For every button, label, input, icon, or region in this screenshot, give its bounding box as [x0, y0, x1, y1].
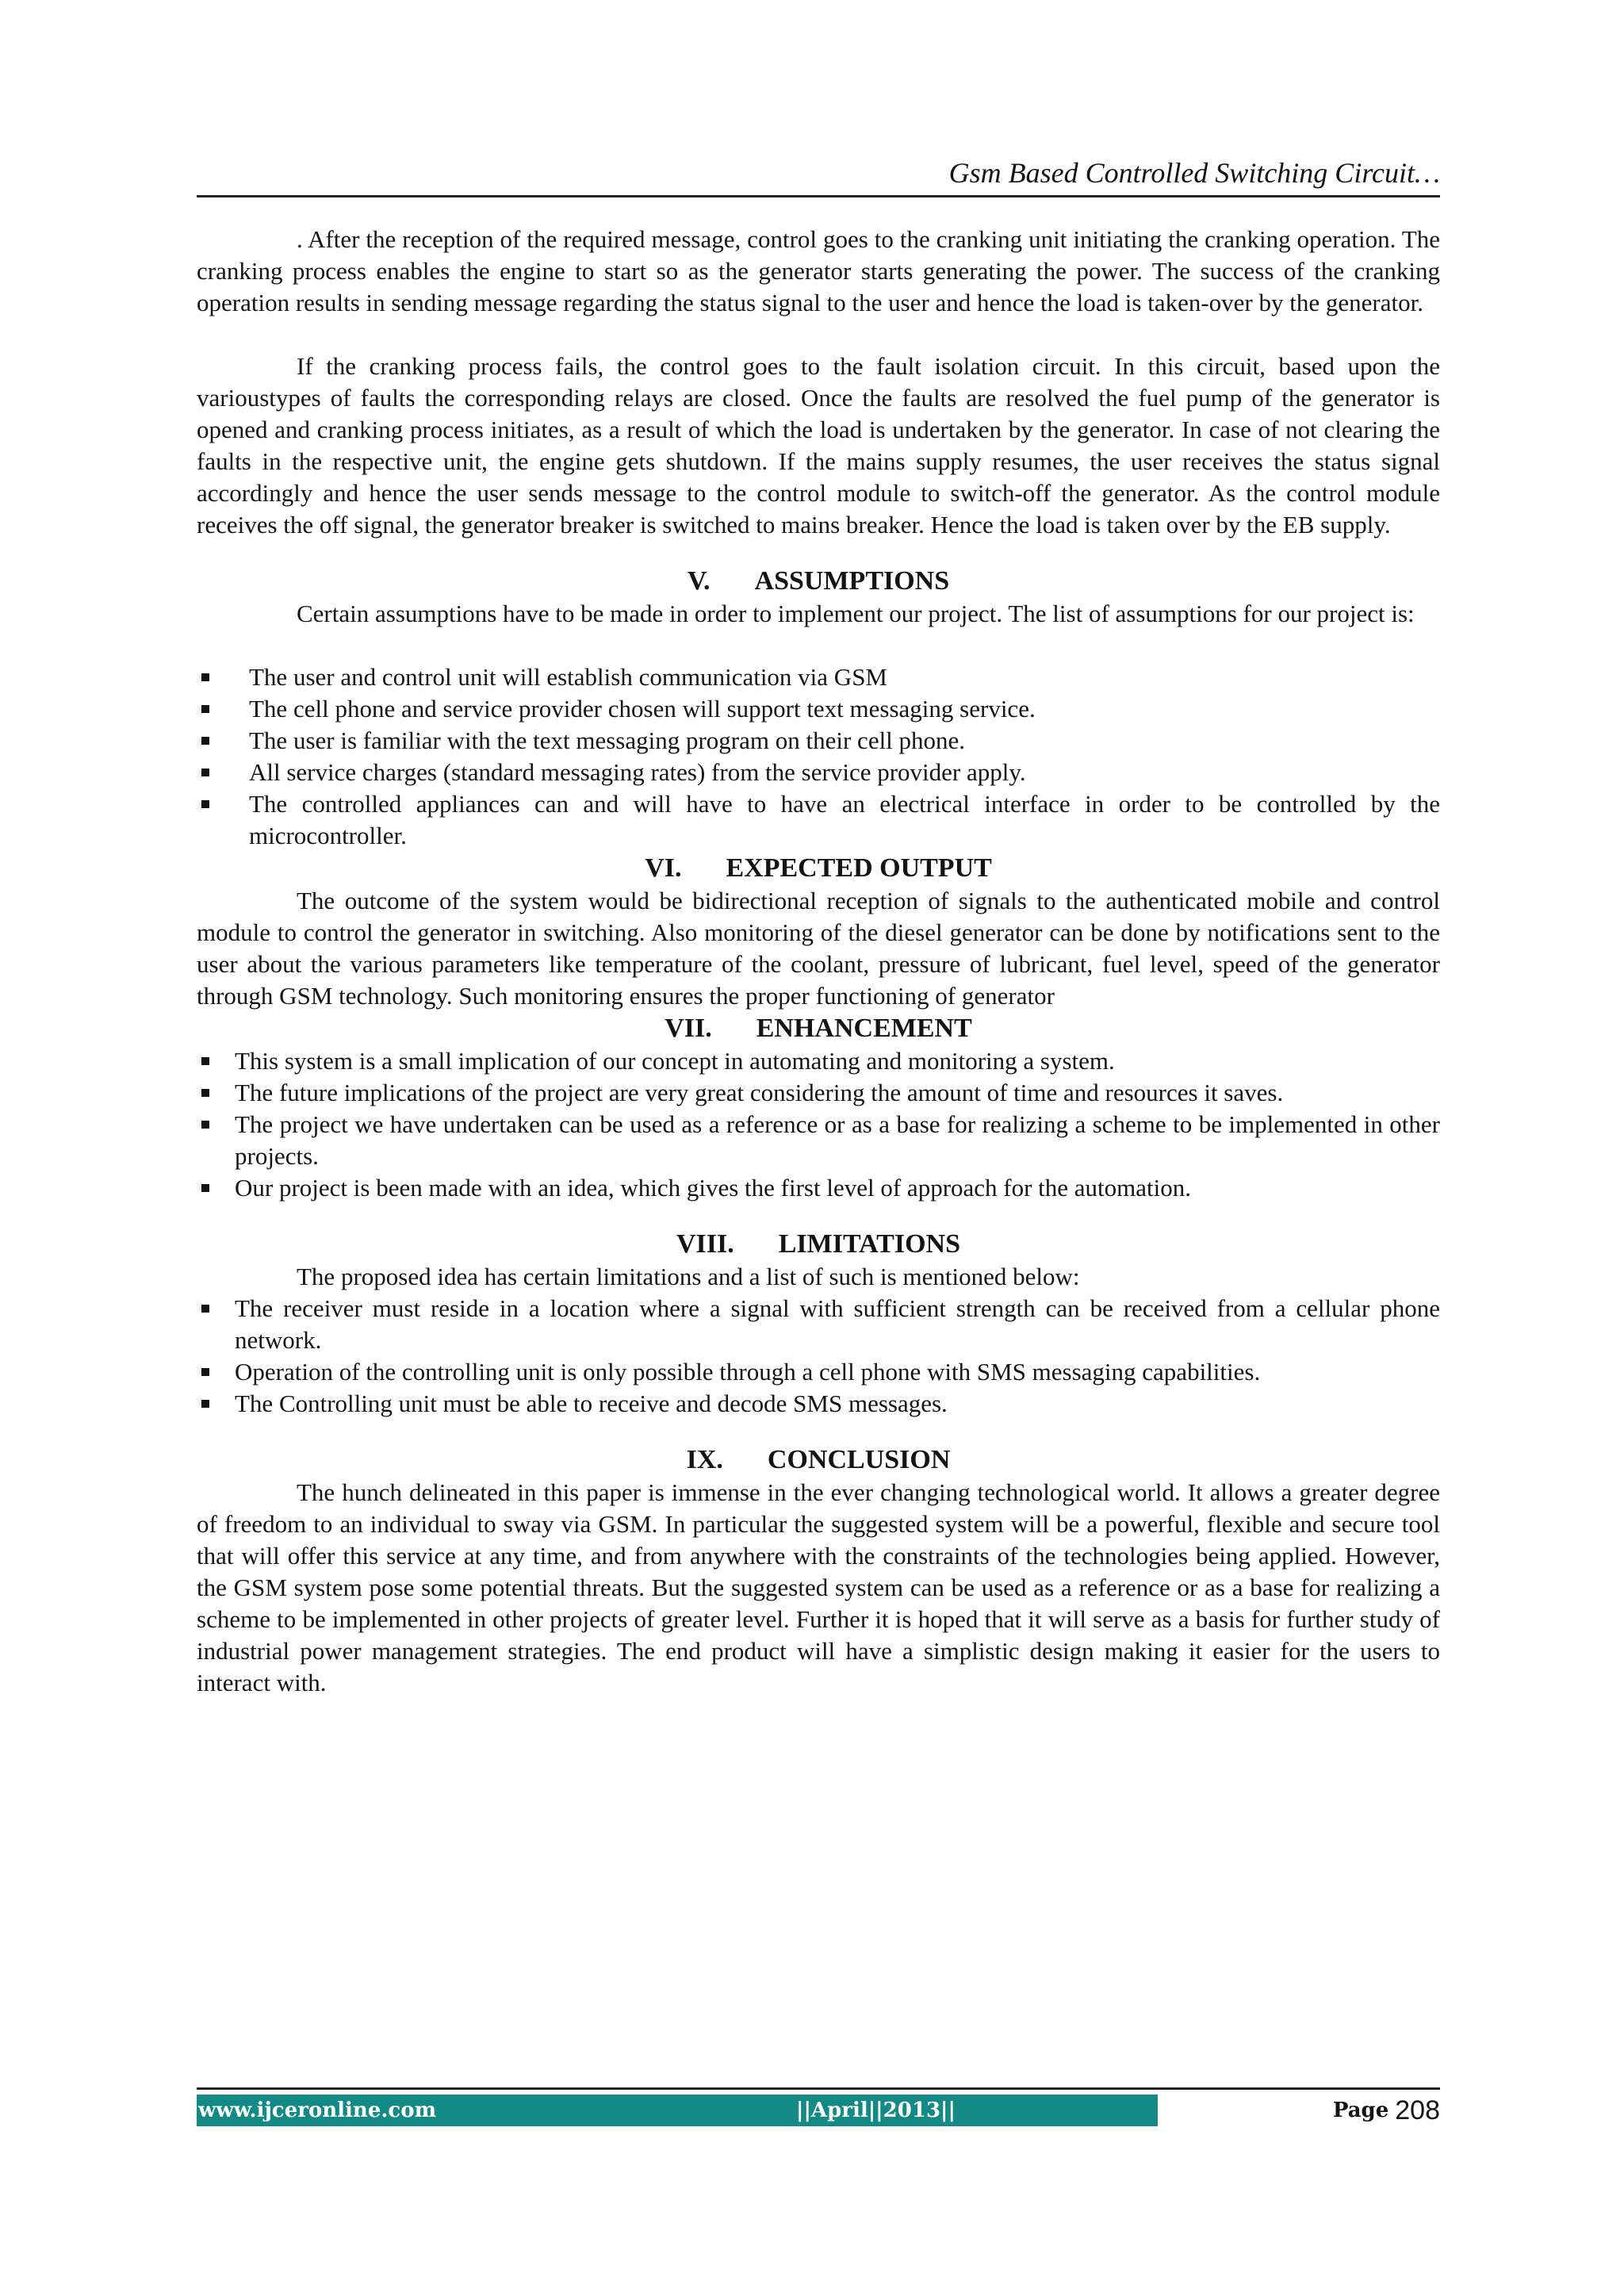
- bullet-icon: [201, 1400, 209, 1408]
- bullet-icon: [201, 1121, 209, 1129]
- list-item: [197, 1077, 1440, 1109]
- list-item-text: Operation of the controlling unit is only possible through a cell phone with SMS messaging capabilities.: [235, 1358, 1261, 1386]
- enhancement-list: [197, 1045, 1440, 1204]
- bullet-icon: [201, 800, 209, 808]
- running-header-title: Gsm Based Controlled Switching Circuit…: [948, 157, 1440, 189]
- list-item: [197, 693, 1440, 725]
- list-item-text: The user and control unit will establish communication via GSM: [249, 663, 888, 691]
- list-item: [197, 1356, 1440, 1388]
- list-item-text: The controlled appliances can and will have to have an electrical interface in order to be controlled by the microcontroller.: [249, 790, 1440, 849]
- bullet-icon: [201, 705, 209, 713]
- paragraph-fault-isolation: If the cranking process fails, the control goes to the fault isolation circuit. In this circuit, based upon the varioustypes of faults the corresponding relays are closed. Once the faults are resolved the fuel pump of the generator is opened and cranking process initiates, as a result of which the load is undertaken by the generator. In case of not clearing the faults in the respective unit, the engine gets shutdown. If the mains supply resumes, the user receives the status signal accordingly and hence the user sends message to the control module to switch-off the generator. As the control module receives the off signal, the generator breaker is switched to mains breaker. Hence the load is taken over by the EB supply.: [197, 352, 1440, 539]
- footer-rule: [197, 2087, 1440, 2090]
- bullet-icon: [201, 737, 209, 745]
- list-item-text: The project we have undertaken can be used as a reference or as a base for realizing a scheme to be implemented in other projects.: [235, 1110, 1440, 1170]
- list-item: [197, 661, 1440, 693]
- section-heading-conclusion: [197, 1443, 1440, 1477]
- bullet-icon: [201, 1305, 209, 1313]
- list-item-text: All service charges (standard messaging rates) from the service provider apply.: [249, 758, 1026, 786]
- list-item-text: This system is a small implication of our concept in automating and monitoring a system.: [235, 1047, 1115, 1075]
- footer-website-link[interactable]: www.ijceronline.com: [198, 2099, 437, 2122]
- list-item-text: Our project is been made with an idea, which gives the first level of approach for the automation.: [235, 1174, 1192, 1202]
- section-heading-enhancement: [197, 1012, 1440, 1045]
- section-heading-expected-output: [197, 852, 1440, 885]
- assumptions-intro: Certain assumptions have to be made in order to implement our project. The list of assumptions for our project is:: [297, 600, 1415, 627]
- section-number: IX.: [686, 1445, 723, 1474]
- list-item-text: The future implications of the project are very great considering the amount of time and resources it saves.: [235, 1079, 1284, 1106]
- section-number: V.: [687, 566, 710, 596]
- list-item: [197, 725, 1440, 757]
- list-item: [197, 1045, 1440, 1077]
- list-item: [197, 1172, 1440, 1204]
- page-number: 208: [1395, 2095, 1440, 2125]
- list-item: [197, 757, 1440, 788]
- list-item-text: The receiver must reside in a location where a signal with sufficient strength can be received from a cellular phone network.: [235, 1294, 1440, 1354]
- bullet-icon: [201, 1089, 209, 1097]
- bullet-icon: [201, 1184, 209, 1192]
- section-heading-limitations: [197, 1228, 1440, 1261]
- expected-output-text: The outcome of the system would be bidirectional reception of signals to the authenticated mobile and control module to control the generator in switching. Also monitoring of the diesel generator can be done by notifications sent to the user about the various parameters like temperature of the coolant, pressure of lubricant, fuel level, speed of the generator through GSM technology. Such monitoring ensures the proper functioning of generator: [197, 887, 1440, 1010]
- section-number: VIII.: [676, 1229, 734, 1259]
- list-item: [197, 1388, 1440, 1420]
- assumptions-list: [197, 661, 1440, 852]
- list-item: [197, 1109, 1440, 1172]
- section-title: EXPECTED OUTPUT: [726, 853, 992, 883]
- footer-page-number: [1158, 2095, 1440, 2126]
- list-item: [197, 1293, 1440, 1356]
- page-body: [197, 224, 1440, 1699]
- bullet-icon: [201, 1368, 209, 1376]
- list-item: [197, 788, 1440, 852]
- bullet-icon: [201, 1057, 209, 1065]
- bullet-icon: [201, 673, 209, 681]
- list-item-text: The cell phone and service provider chosen will support text messaging service.: [249, 695, 1036, 723]
- footer-band: [197, 2095, 1158, 2126]
- page-footer: [197, 2095, 1440, 2126]
- limitations-list: [197, 1293, 1440, 1420]
- limitations-intro: The proposed idea has certain limitations and a list of such is mentioned below:: [297, 1263, 1080, 1290]
- bullet-icon: [201, 769, 209, 776]
- section-title: ASSUMPTIONS: [754, 566, 950, 596]
- section-heading-assumptions: [197, 565, 1440, 598]
- section-title: ENHANCEMENT: [756, 1014, 972, 1043]
- list-item-text: The user is familiar with the text messaging program on their cell phone.: [249, 726, 966, 754]
- page-label: Page: [1332, 2099, 1389, 2122]
- header-rule: [197, 195, 1440, 197]
- footer-date: ||April||2013||: [796, 2099, 956, 2122]
- section-title: LIMITATIONS: [778, 1229, 960, 1259]
- section-number: VI.: [645, 853, 682, 883]
- list-item-text: The Controlling unit must be able to receive and decode SMS messages.: [235, 1389, 948, 1417]
- paragraph-cranking: . After the reception of the required message, control goes to the cranking unit initiating the cranking operation. The cranking process enables the engine to start so as the generator starts generating the power. The success of the cranking operation results in sending message regarding the status signal to the user and hence the load is taken-over by the generator.: [197, 225, 1440, 316]
- conclusion-text: The hunch delineated in this paper is immense in the ever changing technological world. It allows a greater degree of freedom to an individual to sway via GSM. In particular the suggested system will be a powerful, flexible and secure tool that will offer this service at any time, and from anywhere with the constraints of the technologies being applied. However, the GSM system pose some potential threats. But the suggested system can be used as a reference or as a base for realizing a scheme to be implemented in other projects of greater level. Further it is hoped that it will serve as a basis for further study of industrial power management strategies. The end product will have a simplistic design making it easier for the users to interact with.: [197, 1478, 1440, 1696]
- section-number: VII.: [665, 1014, 712, 1043]
- section-title: CONCLUSION: [767, 1445, 951, 1474]
